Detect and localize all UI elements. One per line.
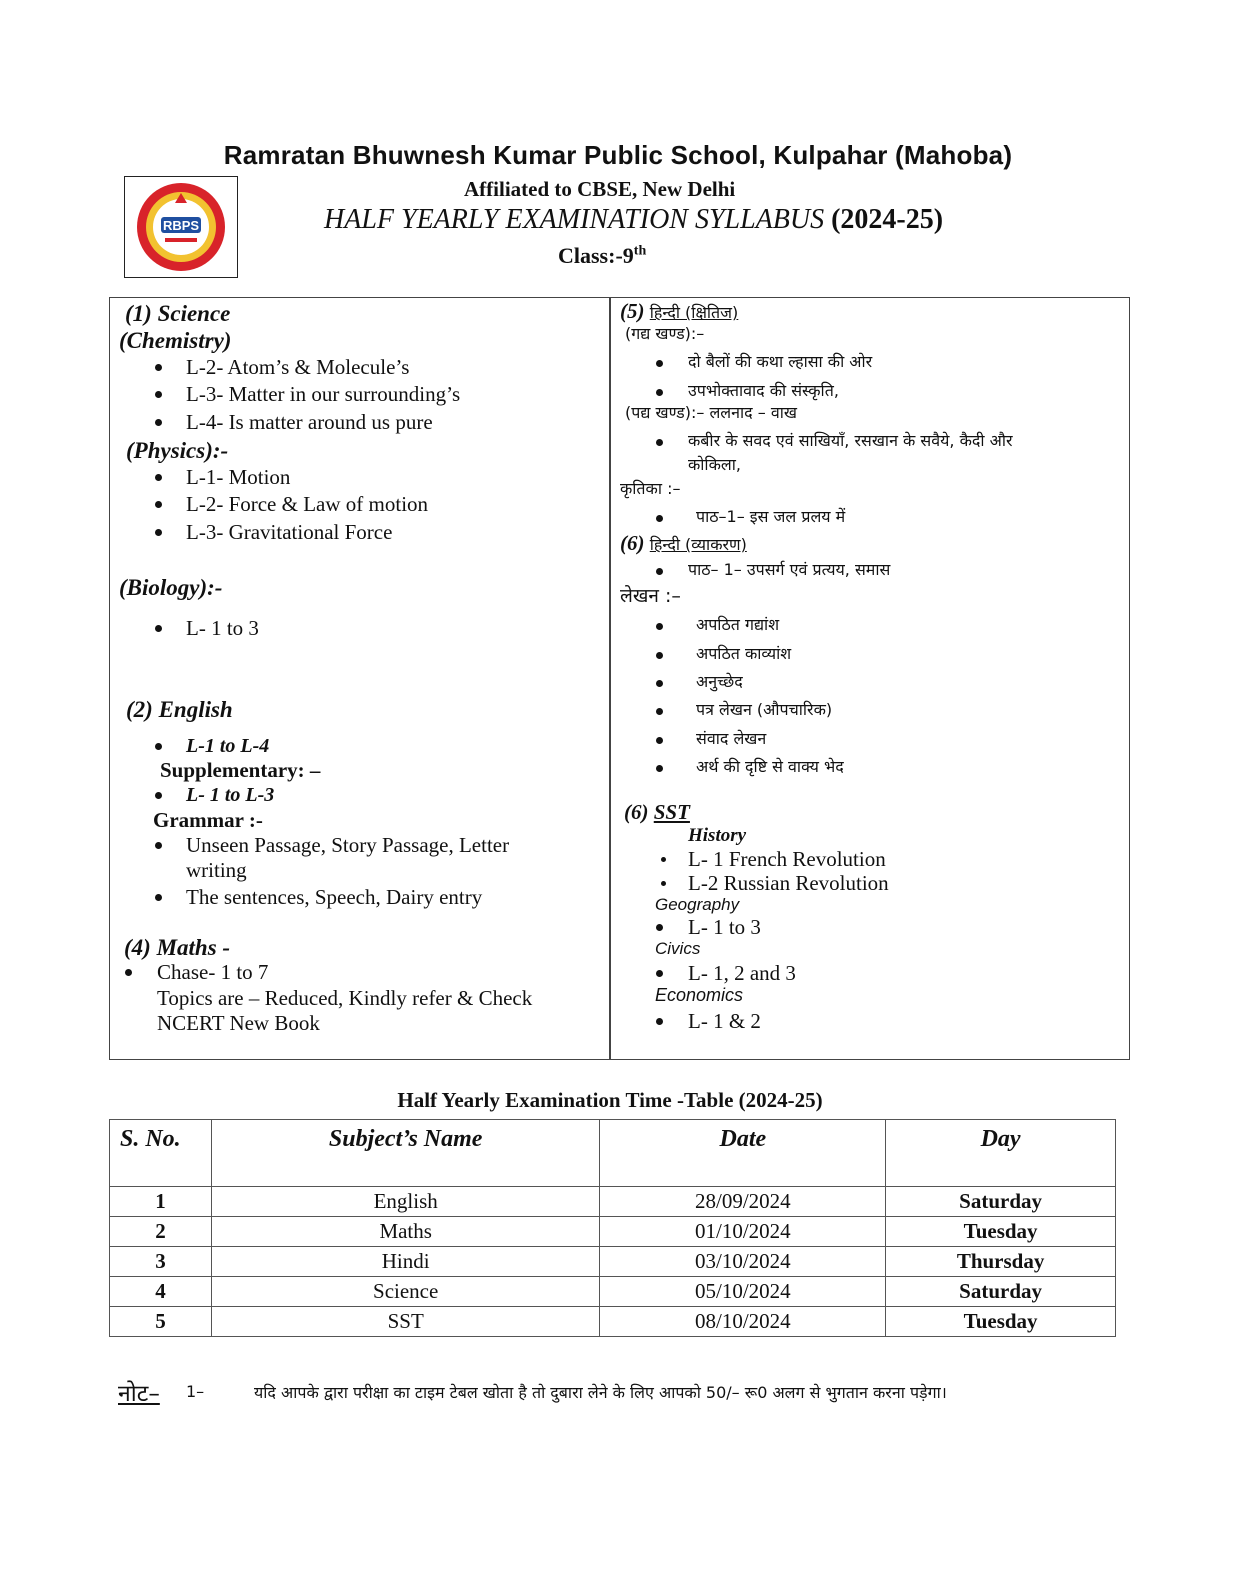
note-text: यदि आपके द्वारा परीक्षा का टाइम टेबल खोता है तो दुबारा लेने के लिए आपको 50/– रू0 अलग से भुगतान करना पड़ेगा। — [254, 1383, 947, 1402]
economics-heading: Economics — [655, 985, 744, 1005]
cell: Science — [211, 1277, 600, 1307]
list-item: L- 1 to 3 — [688, 915, 761, 939]
science-heading: (1) Science — [125, 301, 231, 326]
note-number: 1– — [186, 1382, 205, 1401]
geography-heading: Geography — [655, 895, 740, 914]
list-item: पाठ– 1– उपसर्ग एवं प्रत्यय, समास — [688, 560, 891, 579]
cell: 05/10/2024 — [600, 1277, 886, 1307]
cell: 03/10/2024 — [600, 1247, 886, 1277]
lekhan-heading: लेखन :– — [620, 585, 681, 607]
list-item: L-2- Atom’s & Molecule’s — [186, 355, 410, 379]
exam-title: HALF YEARLY EXAMINATION SYLLABUS (2024-25) — [324, 204, 944, 235]
list-item: अनुच्छेद — [696, 672, 743, 691]
list-item: अपठित गद्यांश — [696, 615, 780, 634]
list-item: उपभोक्तावाद की संस्कृति, — [688, 381, 839, 400]
list-item: NCERT New Book — [157, 1011, 320, 1035]
list-item: L- 1 to 3 — [186, 616, 259, 640]
history-heading: History — [688, 825, 747, 846]
cell: English — [211, 1187, 600, 1217]
list-item: Unseen Passage, Story Passage, Letter — [186, 833, 510, 857]
cell: 4 — [110, 1277, 212, 1307]
physics-heading: (Physics):- — [126, 438, 229, 463]
school-logo — [124, 176, 238, 278]
table-row — [110, 1247, 1116, 1277]
gadya-heading: (गद्य खण्ड):– — [625, 324, 705, 343]
list-item: कबीर के सवद एवं साखियाँ, रसखान के सवैये, कैदी और — [688, 431, 1013, 450]
list-item: L-3- Matter in our surrounding’s — [186, 382, 461, 406]
column-header: Date — [600, 1120, 886, 1187]
svg-text:RBPS: RBPS — [162, 218, 200, 233]
kritika-heading: कृतिका :– — [620, 479, 681, 498]
column-header: S. No. — [110, 1120, 212, 1187]
chemistry-heading: (Chemistry) — [119, 328, 232, 353]
list-item: The sentences, Speech, Dairy entry — [186, 885, 483, 909]
list-item: L- 1 & 2 — [688, 1009, 761, 1033]
list-item: कोकिला, — [688, 455, 741, 474]
table-row — [110, 1187, 1116, 1217]
column-divider — [609, 297, 611, 1060]
cell: Tuesday — [886, 1307, 1116, 1337]
cell: SST — [211, 1307, 600, 1337]
cell: 3 — [110, 1247, 212, 1277]
column-header: Day — [886, 1120, 1116, 1187]
note-label: नोट– — [118, 1381, 160, 1407]
list-item: अर्थ की दृष्टि से वाक्य भेद — [696, 757, 844, 776]
class-label: Class:-9th — [558, 243, 647, 268]
grammar-heading: Grammar :- — [153, 808, 263, 832]
maths-heading: (4) Maths - — [124, 935, 231, 960]
list-item: L- 1, 2 and 3 — [688, 961, 796, 985]
cell: 5 — [110, 1307, 212, 1337]
cell: Maths — [211, 1217, 600, 1247]
table-header-row — [110, 1120, 1116, 1187]
padya-heading: (पद्य खण्ड):– ललनाद – वाख — [625, 403, 797, 422]
table-row — [110, 1217, 1116, 1247]
school-name: Ramratan Bhuwnesh Kumar Public School, Kulpahar (Mahoba) — [223, 140, 1013, 170]
cell: Hindi — [211, 1247, 600, 1277]
cell: Saturday — [886, 1187, 1116, 1217]
list-item: L-2 Russian Revolution — [688, 871, 889, 895]
list-item: अपठित काव्यांश — [696, 644, 792, 663]
list-item: writing — [186, 858, 247, 882]
cell: 08/10/2024 — [600, 1307, 886, 1337]
vyakaran-heading: (6) हिन्दी (व्याकरण) — [620, 531, 747, 555]
list-item: पाठ–1– इस जल प्रलय में — [696, 507, 846, 526]
sst-heading: (6) SST — [624, 800, 690, 824]
cell: Tuesday — [886, 1217, 1116, 1247]
list-item: Chase- 1 to 7 — [157, 960, 269, 984]
list-item: संवाद लेखन — [696, 729, 767, 748]
list-item: L-3- Gravitational Force — [186, 520, 393, 544]
list-item: L-2- Force & Law of motion — [186, 492, 429, 516]
table-row — [110, 1277, 1116, 1307]
table-row — [110, 1307, 1116, 1337]
cell: Thursday — [886, 1247, 1116, 1277]
list-item: L-4- Is matter around us pure — [186, 410, 433, 434]
cell: 28/09/2024 — [600, 1187, 886, 1217]
cell: 2 — [110, 1217, 212, 1247]
list-item: L- 1 French Revolution — [688, 847, 886, 871]
civics-heading: Civics — [655, 939, 701, 958]
cell: Saturday — [886, 1277, 1116, 1307]
cell: 01/10/2024 — [600, 1217, 886, 1247]
list-item: दो बैलों की कथा ल्हासा की ओर — [688, 352, 873, 371]
timetable — [109, 1119, 1116, 1337]
column-header: Subject’s Name — [211, 1120, 600, 1187]
biology-heading: (Biology):- — [119, 575, 223, 600]
list-item: Topics are – Reduced, Kindly refer & Check — [157, 986, 533, 1010]
timetable-title: Half Yearly Examination Time -Table (2024-25) — [397, 1088, 823, 1112]
english-heading: (2) English — [126, 697, 233, 722]
supplementary-heading: Supplementary: – — [160, 758, 321, 782]
list-item: L- 1 to L-3 — [186, 784, 275, 806]
list-item: पत्र लेखन (औपचारिक) — [696, 700, 833, 719]
affiliation: Affiliated to CBSE, New Delhi — [464, 177, 736, 201]
hindi-heading: (5) हिन्दी (क्षितिज) — [620, 299, 739, 323]
list-item: L-1 to L-4 — [186, 735, 270, 757]
list-item: L-1- Motion — [186, 465, 291, 489]
cell: 1 — [110, 1187, 212, 1217]
